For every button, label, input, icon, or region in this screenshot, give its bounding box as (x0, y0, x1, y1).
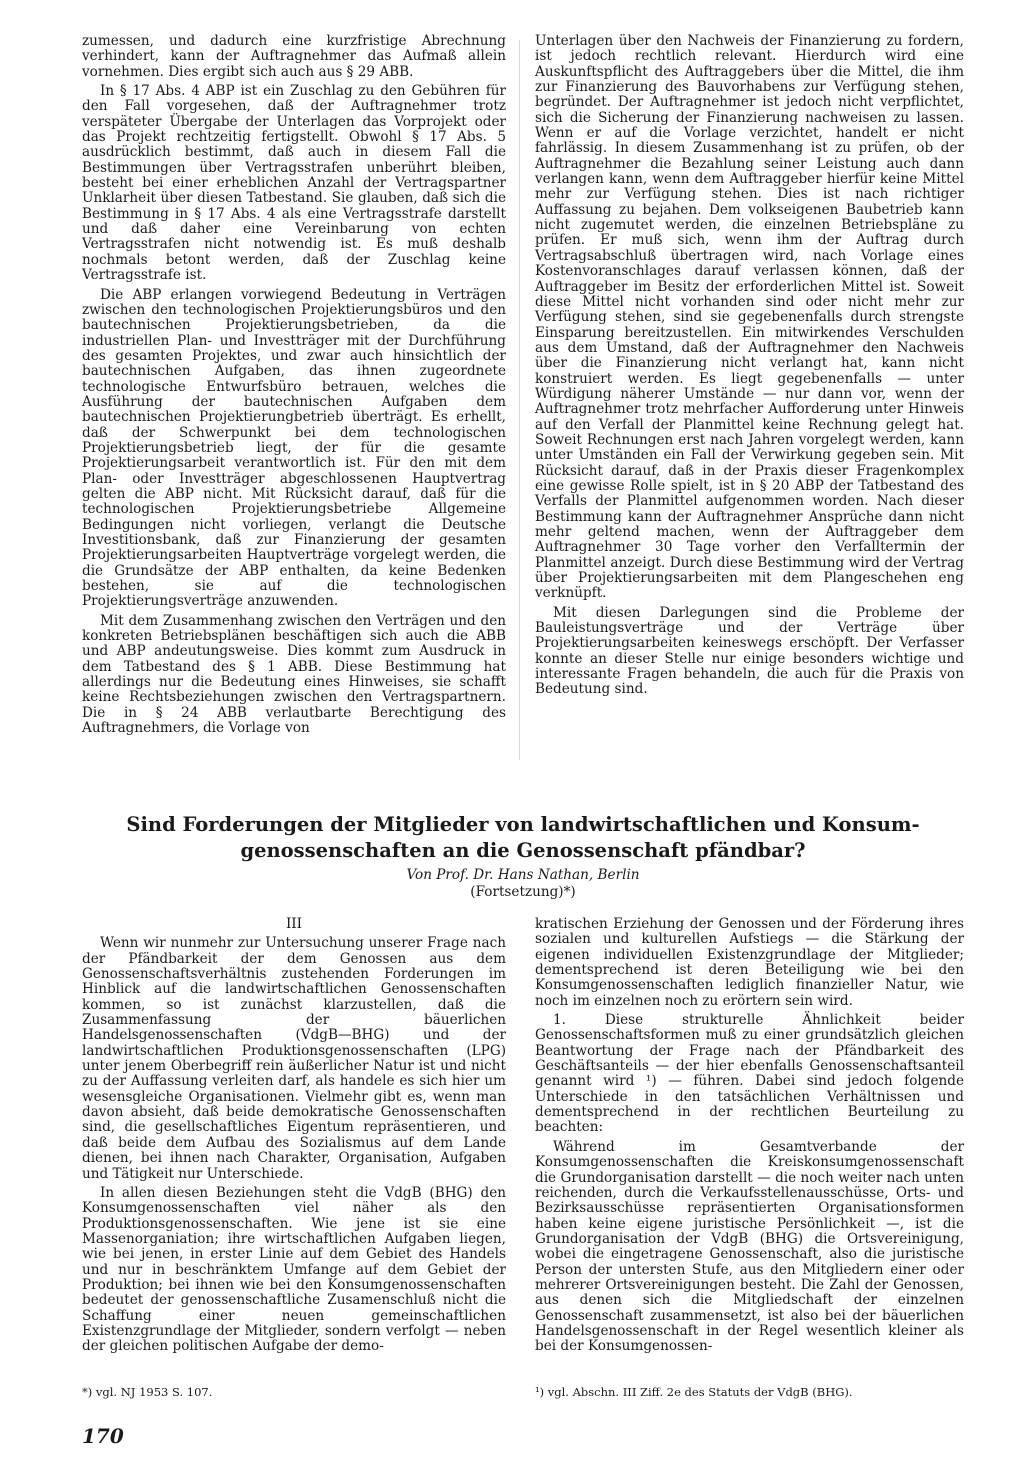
paragraph: Wenn wir nunmehr zur Untersuchung unserer Frage nach der Pfändbarkeit der dem Genossen aus dem Genossenschaftsverhältnis zustehenden Forderungen im Hinblick auf die landwirtschaftlichen Genossenschaften kommen, so ist zunächst klarzustellen, daß die Zusammenfassung der bäuerlichen Handelsgenossenschaften (VdgB—BHG) und der landwirtschaftlichen Produktionsgenossenschaften (LPG) unter jenem Oberbegriff rein äußerlicher Natur ist und nicht zu der Auffassung verleiten darf, als handele es sich hier um wesensgleiche Organisationen. Vielmehr gibt es, wenn man davon absieht, daß beide demokratische Genossenschaften sind, die gesellschaftliches Eigentum repräsentieren, und daß beide dem Aufbau des Sozialismus auf dem Lande dienen, bei ihnen nach Charakter, Organisation, Aufgaben und Tätigkeit nur Unterschiede. (82, 935, 506, 1182)
continuation-note: (Fortsetzung)*) (470, 884, 576, 900)
top-left-column (82, 34, 506, 736)
paragraph: Die ABP erlangen vorwiegend Bedeutung in Verträgen zwischen den technologischen Projektierungsbüros und den bautechnischen Projektierungsbetrieben, da die industriellen Plan- und Investträger mit der Durchführung des gesamten Projektes, und zwar auch hinsichtlich der bautechnischen Aufgaben, das ihnen zugeordnete technologische Entwurfsbüro betrauen, welches die Ausführung der bautechnischen Aufgaben dem bautechnischen Projektierungbetrieb überträgt. Es erhellt, daß der Schwerpunkt bei dem technologischen Projektierungsbetrieb liegt, der für die gesamte Projektierungsarbeit verantwortlich ist. Für den mit dem Plan- oder Investträger abgeschlossenen Hauptvertrag gelten die ABP nicht. Mit Rücksicht darauf, daß für die technologischen Projektierungsbetriebe Allgemeine Bedingungen nicht vorliegen, verlangt die Deutsche Investitionsbank, daß zur Finanzierung der gesamten Projektierungsarbeiten Hauptverträge vorgelegt werden, die die Grundsätze der ABP enthalten, da keine Bedenken bestehen, sie auf die technologischen Projektierungsverträge anzuwenden. (82, 286, 506, 610)
paragraph: Mit dem Zusammenhang zwischen den Verträgen und den konkreten Betriebsplänen beschäftigen sich auch die ABB und ABP andeutungsweise. Dies kommt zum Ausdruck in dem Tatbestand des § 1 ABB. Diese Bestimmung hat allerdings nur die Bedeutung eines Hinweises, sie schafft keine Rechtsbeziehungen zwischen den Vertragspartnern. Die in § 24 ABB verlautbarte Berechtigung des Auftragnehmers, die Vorlage von (82, 612, 506, 737)
paragraph: Mit diesen Darlegungen sind die Probleme der Bauleistungsverträge und der Verträge über Projektierungsarbeiten keineswegs erschöpft. Der Verfasser konnte an dieser Stelle nur einige besonders wichtige und interessante Fragen behandeln, die auch für die Praxis von Bedeutung sind. (535, 604, 964, 698)
paragraph: In § 17 Abs. 4 ABP ist ein Zuschlag zu den Gebühren für den Fall vorgesehen, daß der Auftragnehmer trotz verspäteter Übergabe der Unterlagen das Vorprojekt oder das Projekt rechtzeitig fertigstellt. Obwohl § 17 Abs. 5 ausdrücklich bestimmt, daß auch in diesem Fall die Bestimmungen über Vertragsstrafen unberührt bleiben, besteht bei einer erheblichen Anzahl der Vertragspartner Unklarheit über diesen Tatbestand. Sie glauben, daß sich die Bestimmung in § 17 Abs. 4 als eine Vertragsstrafe darstellt und daß daher eine Vereinbarung von echten Vertragsstrafen nicht notwendig ist. Es muß deshalb nochmals betont werden, daß der Zuschlag keine Vertragsstrafe ist. (82, 83, 506, 284)
paragraph: Unterlagen über den Nachweis der Finanzierung zu fordern, ist jedoch rechtlich relevant. Hierdurch wird eine Auskunftspflicht des Auftraggebers über die Mittel, die ihm zur Finanzierung des Bauvorhabens zur Verfügung stehen, begründet. Der Auftragnehmer ist jedoch nicht verpflichtet, sich die Sicherung der Finanzierung nachweisen zu lassen. Wenn er auf die Vorlage verzichtet, handelt er nicht fahrlässig. In diesem Zusammenhang ist zu prüfen, ob der Auftragnehmer die Bezahlung seiner Leistung auch dann verlangen kann, wenn dem Auftraggeber hierfür keine Mittel mehr zur Verfügung stehen. Dies ist nach richtiger Auffassung zu bejahen. Dem volkseigenen Baubetrieb kann nicht zugemutet werden, die einzelnen Betriebspläne zu prüfen. Er muß sich, wenn ihm der Auftrag durch Vertragsabschluß übertragen wird, nach Vorlage eines Kostenvoranschlages darauf verlassen können, daß der Auftraggeber im Besitz der erforderlichen Mittel ist. Soweit diese Mittel nicht vorhanden sind oder nicht mehr zur Verfügung stehen, sind sie gegebenenfalls durch strengste Einsparung bereitzustellen. Ein mitwirkendes Verschulden aus dem Umstand, daß der Auftragnehmer den Nachweis über die Finanzierung nicht verlangt hat, kann nicht konstruiert werden. Es liegt gegebenenfalls — unter Würdigung näherer Umstände — nur dann vor, wenn der Auftragnehmer trotz mehrfacher Aufforderung unter Hinweis auf den Verfall der Planmittel keine Rechnung gelegt hat. Soweit Rechnungen erst nach Jahren vorgelegt werden, kann unter Umständen ein Fall der Verwirkung gegeben sein. Mit Rücksicht darauf, daß in der Praxis dieser Fragenkomplex eine gewisse Rolle spielt, ist in § 20 ABP der Tatbestand des Verfalls der Planmittel aufgenommen worden. Nach dieser Bestimmung kann der Auftragnehmer Ansprüche dann nicht mehr geltend machen, wenn der Auftraggeber dem Auftragnehmer 30 Tage vorher den Verfalltermin der Planmittel anzeigt. Durch diese Bestimmung wird der Vertrag über Projektierungsarbeiten mit dem Plangeschehen eng verknüpft. (535, 33, 964, 602)
article-title (60, 812, 986, 864)
column-separator (519, 40, 520, 760)
paragraph: zumessen, und dadurch eine kurzfristige Abrechnung verhindert, kann der Auftragnehmer das Aufmaß allein vornehmen. Dies ergibt sich auch aus § 29 ABB. (82, 33, 506, 80)
top-right-column (535, 34, 964, 698)
article-author: Von Prof. Dr. Hans Nathan, Berlin (406, 867, 640, 883)
article-title-line-2: genossenschaften an die Genossenschaft pfändbar? (240, 839, 806, 862)
section-heading: III (285, 916, 303, 932)
paragraph: In allen diesen Beziehungen steht die VdgB (BHG) den Konsumgenossenschaften viel näher als den Produktionsgenossenschaften. Wie jene ist sie eine Massenorganiation; ihre wirtschaftlichen Aufgaben liegen, wie bei jenen, in erster Linie auf dem Gebiet des Handels und nur in beschränktem Umfange auf dem Gebiet der Produktion; bei ihnen wie bei den Konsumgenossenschaften bedeutet der genossenschaftliche Zusamenschluß nicht die Schaffung einer neuen gemeinschaftlichen Existenzgrundlage der Mitglieder, sondern verfolgt — neben der gleichen politischen Aufgabe der demo- (82, 1184, 506, 1355)
paragraph: 1. Diese strukturelle Ähnlichkeit beider Genossenschaftsformen muß zu einer grundsätzlich gleichen Beantwortung der Frage nach der Pfändbarkeit des Geschäftsanteils — der hier ebenfalls Genossenschaftsanteil genannt wird ¹) — führen. Dabei sind jedoch folgende Unterschiede in den tatsächlichen Verhältnissen und dementsprechend in der rechtlichen Beurteilung zu beachten: (535, 1012, 964, 1136)
page-number: 170 (82, 1424, 124, 1448)
footnote-left: *) vgl. NJ 1953 S. 107. (82, 1385, 213, 1399)
article-right-column (535, 917, 964, 1355)
footnote-right: ¹) vgl. Abschn. III Ziff. 2e des Statuts der VdgB (BHG). (535, 1385, 853, 1399)
paragraph: kratischen Erziehung der Genossen und der Förderung ihres sozialen und kulturellen Aufstiegs — die Stärkung der eigenen individuellen Existenzgrundlage der Mitglieder; dementsprechend ist deren Beteiligung wie bei den Konsumgenossenschaften lediglich finanzieller Natur, wie noch im einzelnen noch zu erörtern sein wird. (535, 916, 964, 1009)
article-title-line-1: Sind Forderungen der Mitglieder von landwirtschaftlichen und Konsum- (126, 813, 920, 836)
article-left-column (82, 917, 506, 1355)
paragraph: Während im Gesamtverbande der Konsumgenossenschaften die Kreiskonsumgenossenschaft die Grundorganisation darstellt — die noch weiter nach unten reichenden, durch die Verkaufsstellenausschüsse, Orts- und Bezirksausschüsse repräsentierten Organisationsformen haben keine eigene juristische Persönlichkeit —, ist die Grundorganisation der VdgB (BHG) die Ortsvereinigung, wobei die eingetragene Genossenschaft, also die juristische Person der untersten Stufe, aus den Mitgliedern einer oder mehrerer Ortsvereinigungen besteht. Die Zahl der Genossen, aus denen sich die Mitgliedschaft der einzelnen Genossenschaft zusammensetzt, ist also bei der bäuerlichen Handelsgenossenschaft in der Regel wesentlich kleiner als bei der Konsumgenossen- (535, 1138, 964, 1355)
